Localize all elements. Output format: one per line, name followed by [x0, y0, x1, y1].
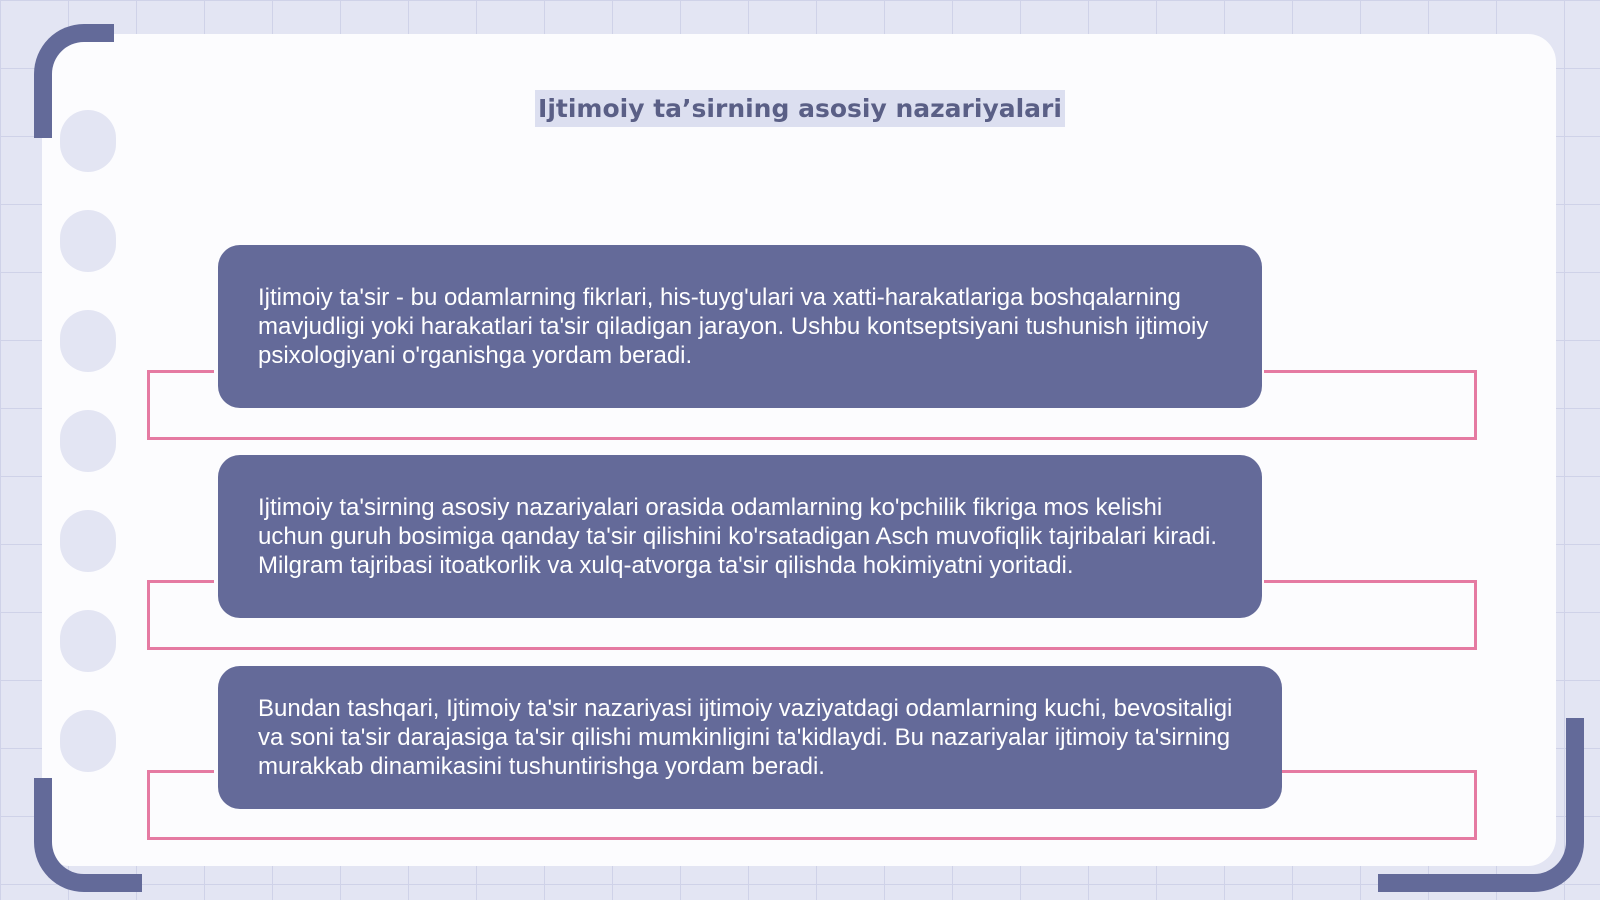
slide-title-wrapper [0, 90, 1600, 127]
text-block-3-content: Bundan tashqari, Ijtimoiy ta'sir nazariyasi ijtimoiy vaziyatdagi odamlarning kuchi, bevositaligi va soni ta'sir darajasiga ta'sir qilishi mumkinligini ta'kidlaydi. Bu nazariyalar ijtimoiy ta'sirning murakkab dinamikasini tushuntirishga yordam beradi. [258, 695, 1233, 780]
card-notch [60, 210, 116, 272]
card-notch [60, 510, 116, 572]
text-block-1-content: Ijtimoiy ta'sir - bu odamlarning fikrlari, his-tuyg'ulari va xatti-harakatlariga boshqalarning mavjudligi yoki harakatlari ta'sir qiladigan jarayon. Ushbu kontseptsiyani tushunish ijtimoiy psixologiyani o'rganishga yordam beradi. [258, 284, 1209, 369]
text-block-1 [218, 245, 1262, 408]
card-notch [60, 610, 116, 672]
slide-title: Ijtimoiy ta’sirning asosiy nazariyalari [535, 90, 1065, 127]
card-notch [60, 710, 116, 772]
card-notch [60, 410, 116, 472]
text-block-2-content: Ijtimoiy ta'sirning asosiy nazariyalari orasida odamlarning ko'pchilik fikriga mos kelishi uchun guruh bosimiga qanday ta'sir qilishini ko'rsatadigan Asch muvofiqlik tajribalari kiradi. Milgram tajribasi itoatkorlik va xulq-atvorga ta'sir qilishda hokimiyatni yoritadi. [258, 494, 1217, 579]
text-block-3 [218, 666, 1282, 809]
text-block-2 [218, 455, 1262, 618]
corner-bracket-bottom-left [34, 778, 142, 892]
card-notch [60, 310, 116, 372]
